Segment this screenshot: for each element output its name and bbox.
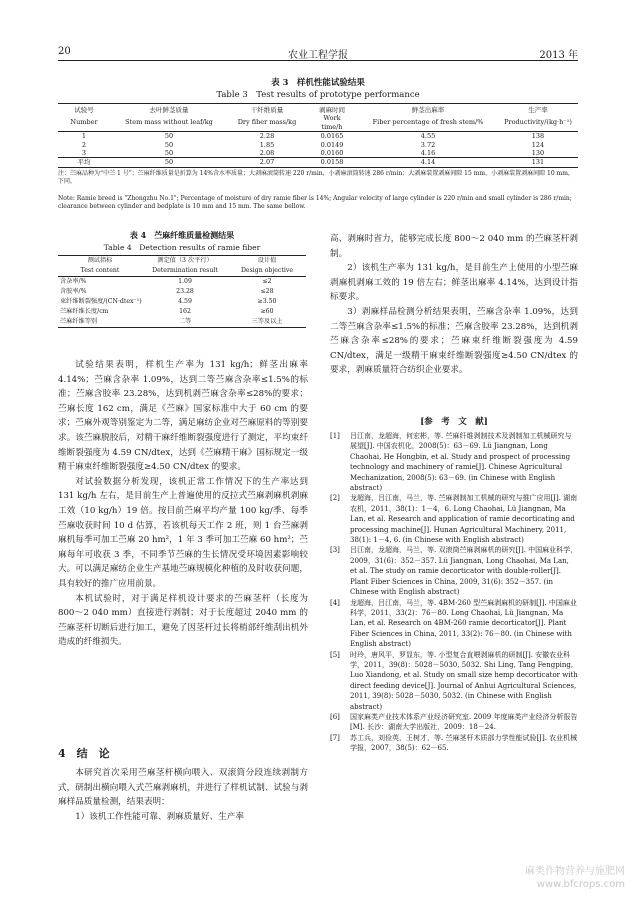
table-cell: 2.08	[259, 149, 275, 158]
table-cell: 三等及以上	[228, 317, 306, 328]
table-cell: 0.0165	[320, 132, 344, 141]
table-cell: 124	[531, 140, 545, 149]
table-cell: 1.85	[259, 140, 275, 149]
t4-header-objective-cn: 设计值	[228, 256, 306, 267]
t3-header-prod-cn: 生产率	[498, 104, 578, 115]
t3-header-number-en: Number	[58, 114, 110, 131]
reference-list	[330, 431, 578, 754]
reference-number: [1]	[330, 432, 340, 440]
table-row	[58, 149, 578, 158]
journal-name: 农业工程学报	[288, 50, 348, 61]
table4	[58, 255, 306, 328]
reference-text: 吕江南，龙超海，马兰，等. 双滚筒苎麻剥麻机的研究[J]. 中国麻业科学，2009，31(6)：352－357. Lü Jiangnan, Long Chaohai, Ma Lan, et al. The study on ramie decorticator with double-roller[J]. Plant Fiber Sciences in China, 2009, 31(6): 352－357. (in Chinese with English abstract)	[350, 546, 578, 597]
table-cell: 含胶率/%	[60, 288, 87, 295]
reference-text: 苏工兵，刘俭英，王树才，等. 苎麻茎杆木质部力学性能试验[J]. 农业机械学报，2007，38(5)：62－65.	[350, 733, 578, 753]
table3	[58, 103, 578, 168]
table-cell: 二等	[142, 317, 228, 328]
table-cell: 3.72	[420, 140, 436, 149]
table-cell: 1	[81, 132, 87, 141]
header-year: 2013 年	[539, 50, 578, 61]
reference-number: [3]	[330, 546, 340, 555]
table-cell: 50	[164, 140, 174, 149]
table-cell: 138	[531, 132, 545, 141]
table-cell: 3	[81, 149, 87, 158]
t4-header-result-cn: 测定值（3 次平行）	[142, 256, 228, 267]
reference-text: 国家麻类产业技术体系产业经济研究室. 2009 年度麻类产业经济分析报告[M]. 长沙：湖南大学出版社，2009：18－24.	[350, 712, 578, 732]
reference-number: [4]	[330, 598, 340, 607]
t4-header-result-en: Determination result	[142, 266, 228, 277]
body-paragraph: 高、剥麻时省力，能够完成长度 800～2 040 mm 的苎麻茎杆剥制。	[330, 234, 578, 259]
reference-item	[330, 598, 578, 650]
table-cell: 23.28	[176, 288, 194, 295]
reference-number: [7]	[330, 733, 340, 742]
table-row	[58, 317, 306, 328]
table-cell: 2.07	[228, 158, 306, 167]
table-cell: ≤2	[262, 278, 272, 285]
watermark	[525, 865, 625, 891]
table3-title-en: Table 3 Test results of prototype performance	[216, 90, 420, 100]
reference-number: [5]	[330, 650, 340, 659]
watermark-line-2: www.bfcrops.com	[536, 879, 625, 890]
references-heading: [参 考 文 献]	[420, 417, 488, 427]
table-cell: ≤28	[260, 288, 274, 295]
table-cell: ≥60	[260, 308, 274, 315]
reference-number: [2]	[330, 494, 340, 503]
section-4-heading: 4 结 论	[58, 747, 110, 760]
table-row	[58, 307, 306, 317]
table-cell: 4.59	[178, 298, 192, 305]
table-cell: 0.0149	[320, 140, 344, 149]
table-cell: 苎麻纤维长度/cm	[60, 308, 109, 315]
reference-item	[330, 650, 578, 712]
table-cell: 平均	[58, 158, 110, 167]
body-paragraph: 2）该机生产率为 131 kg/h，是目前生产上使用的小型苎麻剥麻机剥麻工效的 19 倍左右；鲜茎出麻率 4.14%，达到设计指标要求。	[330, 263, 578, 303]
body-paragraph: 试验结果表明，样机生产率为 131 kg/h；鲜茎出麻率 4.14%；苎麻含杂率 1.09%，达到二等苎麻含杂率≤1.5%的标准；苎麻含胶率 23.28%，达到机剥苎麻含杂率≤28%的要求；苎麻长度 162 cm，满足《苎麻》国家标准中大于 60 cm 的要求；苎麻外观等别鉴定为二等，满足麻纺企业对苎麻原料的等别要求。该苎麻脱胶后，对精干麻纤维断裂强度进行了测定，平均束纤维断裂强度为 4.59 CN/dtex，达到《苎麻精干麻》国标规定一级精干麻束纤维断裂强度≥4.50 CN/dtex 的要求。	[58, 360, 308, 473]
table-cell: 50	[110, 158, 228, 167]
t3-header-fiber-en: Dry fiber mass/kg	[228, 114, 306, 131]
t3-header-pct-cn: 鲜茎出麻率	[358, 104, 498, 115]
table3-note-en: Note: Ramie breed is "Zhongzhu No.1"; Percentage of moisture of dry ramie fiber is 14%; Angular velocity of large cylinder is 220 r/min and small cylinder is 286 r/min; clearance between cylinder and bedplate is 10 mm and 15 mm. The same bellow.	[58, 195, 572, 210]
reference-text: 龙超海，吕江南，马兰，等. 苎麻剥制加工机械的研究与推广应用[J]. 湖南农机，2011，38(1)：1－4，6. Long Chaohai, Lü Jiangnan, Ma Lan, et al. Research and application of ramie decorticating and processing machine[J]. Hunan Agricultural Machinery, 2011, 38(1): 1－4, 6. (in Chinese with English abstract)	[350, 494, 578, 545]
page-number: 20	[58, 46, 71, 57]
reference-text: 龙超海，吕江南，马兰，等. 4BM-260 型苎麻剥麻机的研制[J]. 中国麻业科学，2011，33(2)：76－80. Long Chaohai, Lü Jiangnan, Ma Lan, et al. Research on 4BM-260 ramie decorticator[J]. Plant Fiber Sciences in China, 2011, 33(2): 76－80. (in Chinese with English abstract)	[350, 598, 577, 649]
table3-note-cn: 注：苎麻品种为“中苎 1 号”；苎麻纤维质量是折算为 14%含水率质量；大剥麻滚筒转速 220 r/min，小剥麻滚筒转速 286 r/min；大剥麻装置剥麻间隙 15 mm，小剥麻装置剥麻间隙 10 mm，下同。	[58, 170, 574, 185]
table-cell: 131	[498, 158, 578, 167]
reference-item	[330, 493, 578, 545]
t4-header-test-en: Test content	[58, 266, 142, 277]
table-cell: 0.0160	[320, 149, 344, 158]
body-paragraph: 本机试验时，对于满足样机设计要求的苎麻茎杆（长度为 800～2 040 mm）直接进行剥制；对于长度超过 2040 mm 的苎麻茎杆切断后进行加工，避免了因茎杆过长将梢部纤维刮出机外造成的纤维损失。	[58, 593, 308, 648]
t3-header-number-cn: 试验号	[58, 104, 110, 115]
reference-item	[330, 431, 578, 493]
t3-header-time-en: Work time/h	[306, 114, 358, 131]
reference-text: 吕江南，龙超海，何宏彬，等. 苎麻纤维剥制技术及剥制加工机械研究与展望[J]. 中国农机化，2008(5)：63－69. Lü Jiangnan, Long Chaohai, He Hongbin, et al. Study and prospect of processing technology and machinery of ramie[J]. Chinese Agricultural Mechanization, 2008(5): 63－69. (in Chinese with English abstract)	[350, 432, 572, 493]
reference-item	[330, 733, 578, 754]
reference-number: [6]	[330, 712, 340, 721]
t4-header-objective-en: Design objective	[228, 266, 306, 277]
table-cell: 50	[164, 132, 174, 141]
table-cell: 含杂率/%	[60, 278, 87, 285]
t3-header-stem-cn: 去叶鲜茎质量	[110, 104, 228, 115]
table-cell: 162	[179, 308, 191, 315]
body-paragraph: 1）该机工作性能可靠、剥麻质量好、生产率	[75, 811, 244, 822]
reference-text: 时玲，唐风平，罗显东，等. 小型复合直喂剥麻机的研制[J]. 安徽农业科学，2011，39(8)：5028－5030, 5032. Shi Ling, Tang Fengping, Luo Xiandong, et al. Study on small size hemp decorticator with direct feeding device[J]. Journal of Anhui Agricultural Sciences, 2011, 39(8): 5028－5030, 5032. (in Chinese with English abstract)	[350, 650, 578, 711]
reference-item	[330, 545, 578, 597]
table-cell: 50	[164, 149, 174, 158]
left-column-text	[58, 358, 308, 650]
t3-header-pct-en: Fiber percentage of fresh stem/%	[358, 114, 498, 131]
reference-item	[330, 712, 578, 733]
table-cell: 0.0158	[306, 158, 358, 167]
right-column-text	[330, 232, 578, 378]
table-cell: 130	[531, 149, 545, 158]
table-cell: ≥3.50	[257, 298, 277, 305]
table-cell: 4.14	[358, 158, 498, 167]
table-cell: 2.28	[259, 132, 275, 141]
table-cell: 1.09	[178, 278, 192, 285]
body-paragraph: 本研究首次采用苎麻茎杆横向喂入、双滚筒分段连续剥制方式，研制出横向喂入式苎麻剥麻机，并进行了样机试制、试验与剥麻样品质量检测，结果表明：	[58, 768, 308, 808]
table3-title-cn: 表 3 样机性能试验结果	[271, 78, 365, 88]
body-paragraph: 对试验数据分析发现，该机正常工作情况下的生产率达到 131 kg/h 左右，是目前生产上普遍使用的反拉式苎麻剥麻机剥麻工效（10 kg/h）19 倍。按目前苎麻平均产量 100 kg/季、每季苎麻收获时间 10 d 估算，若该机每天工作 2 班，则 1 台苎麻剥麻机每季可加工苎麻 20 hm²，1 年 3 季可加工苎麻 60 hm²；苎麻每年可收获 3 季，不同季节苎麻的生长情况受环境因素影响较大。可以满足麻纺企业生产基地苎麻规模化种植的及时收获问题，具有较好的推广应用前景。	[58, 476, 308, 589]
body-paragraph: 3）剥麻样品检测分析结果表明，苎麻含杂率 1.09%，达到二等苎麻含杂率≤1.5%的标准；苎麻含胶率 23.28%，达到机剥苎麻含杂率≤28%的要求；苎麻束纤维断裂强度为 4.59 CN/dtex，满足一级精干麻束纤维断裂强度≥4.50 CN/dtex 的要求，剥麻质量符合纺织企业要求。	[330, 306, 578, 376]
table-row	[58, 297, 306, 307]
table-cell: 2	[81, 140, 87, 149]
table-row	[58, 132, 578, 141]
table-row-average	[58, 158, 578, 167]
table-row	[58, 141, 578, 149]
table4-title-cn: 表 4 苎麻纤维质量检测结果	[129, 230, 235, 240]
table-cell: 苎麻纤维等别	[58, 317, 142, 328]
t3-header-fiber-cn: 干纤维质量	[228, 104, 306, 115]
table-cell: 束纤维断裂强度/(CN·dtex⁻¹)	[60, 298, 142, 305]
t3-header-time-cn: 剥麻时间	[306, 104, 358, 115]
watermark-line-1: 麻类作物营养与施肥网	[525, 866, 625, 877]
table-row	[58, 287, 306, 297]
section-4-text	[58, 766, 308, 824]
t3-header-prod-en: Productivity/(kg·h⁻¹)	[498, 114, 578, 131]
header-rule	[58, 60, 578, 61]
t3-header-stem-en: Stem mass without leaf/kg	[110, 114, 228, 131]
table4-title-en: Table 4 Detection results of ramie fiber	[103, 243, 261, 252]
table-row	[58, 277, 306, 288]
table-cell: 4.55	[420, 132, 436, 141]
t4-header-test-cn: 测试指标	[58, 256, 142, 267]
table-cell: 4.16	[420, 149, 436, 158]
